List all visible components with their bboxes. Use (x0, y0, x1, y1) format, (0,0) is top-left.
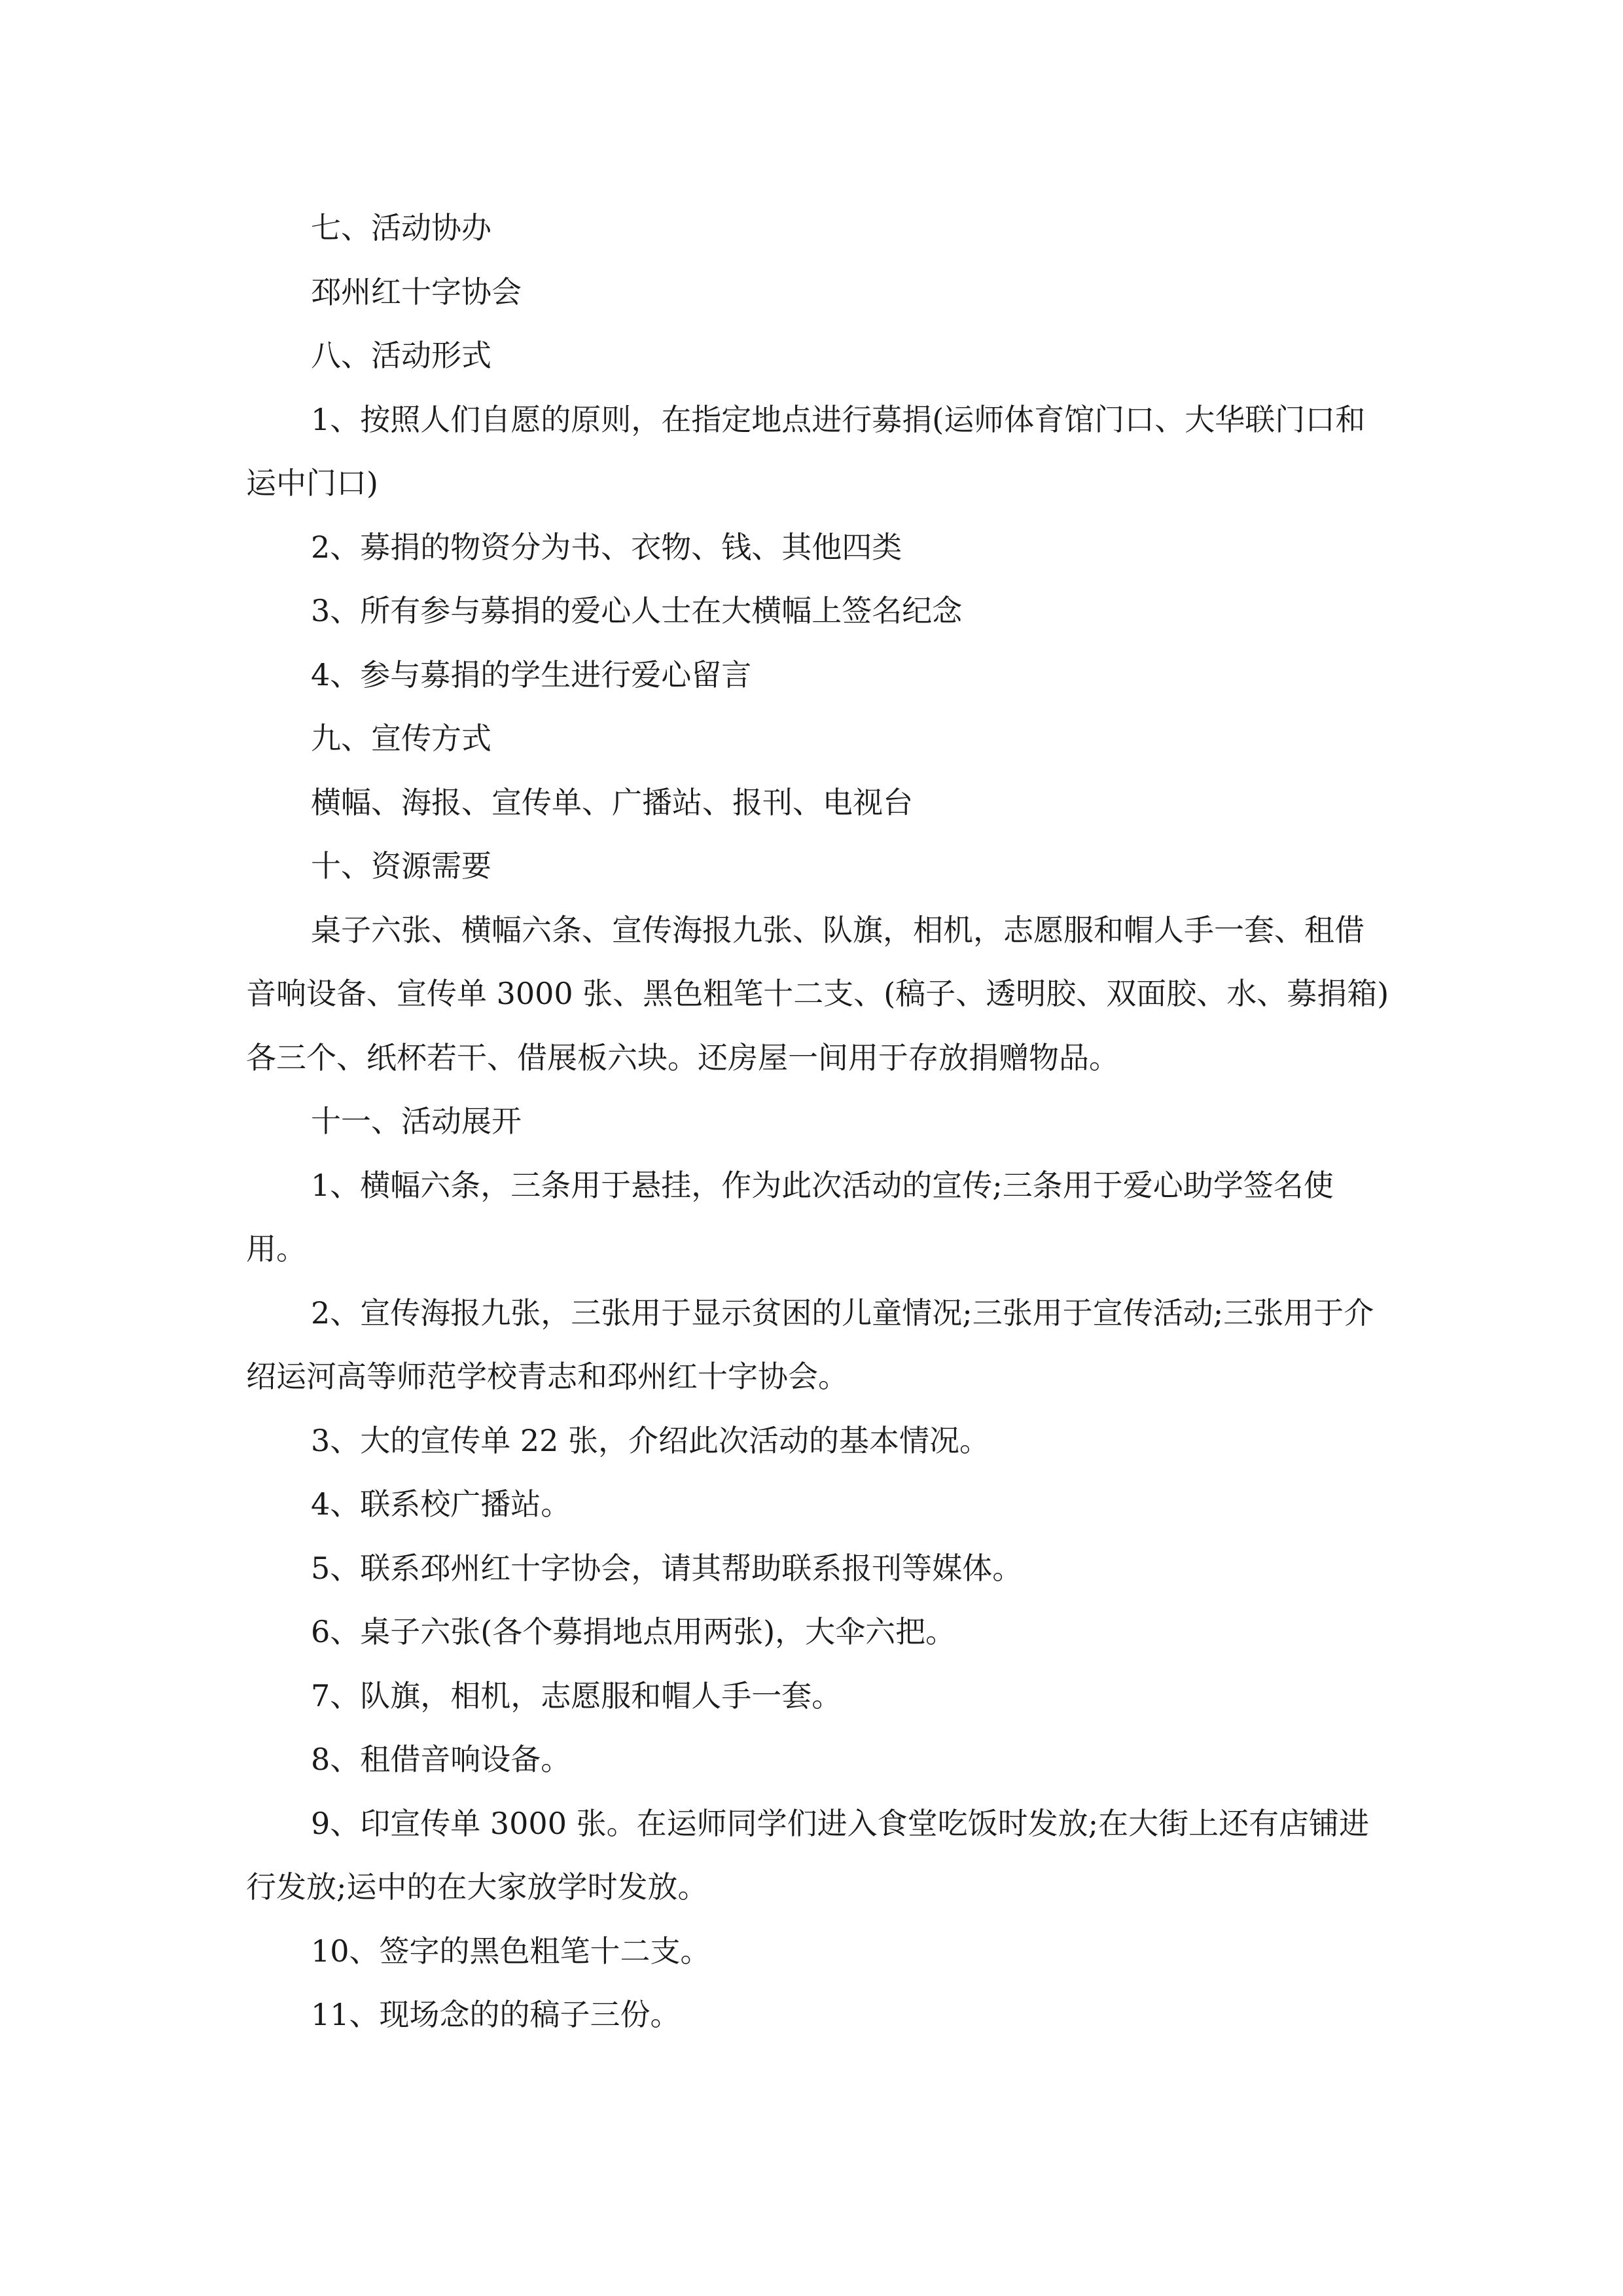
section-heading-10: 十、资源需要 (311, 848, 491, 884)
list-item: 11、现场念的的稿子三份。 (311, 1997, 681, 2032)
list-item: 3、大的宣传单 22 张，介绍此次活动的基本情况。 (311, 1422, 990, 1458)
list-item: 5、联系邳州红十字协会，请其帮助联系报刊等媒体。 (311, 1550, 1023, 1586)
section-heading-9: 九、宣传方式 (311, 721, 491, 756)
list-item: 1、按照人们自愿的原则，在指定地点进行募捐(运师体育馆门口、大华联门口和运中门口) (246, 401, 1366, 501)
list-item: 2、宣传海报九张，三张用于显示贫困的儿童情况;三张用于宣传活动;三张用于介绍运河高等师范学校青志和邳州红十字协会。 (246, 1295, 1374, 1394)
paragraph: 横幅、海报、宣传单、广播站、报刊、电视台 (311, 784, 913, 820)
section-heading-7: 七、活动协办 (311, 210, 491, 245)
section-heading-11: 十一、活动展开 (311, 1103, 522, 1139)
paragraph: 邳州红十字协会 (311, 274, 522, 310)
document-body (246, 196, 1391, 2047)
list-item: 3、所有参与募捐的爱心人士在大横幅上签名纪念 (311, 593, 963, 628)
list-item: 2、募捐的物资分为书、衣物、钱、其他四类 (311, 529, 902, 565)
list-item: 8、租借音响设备。 (311, 1742, 571, 1777)
list-item: 10、签字的黑色粗笔十二支。 (311, 1933, 711, 1969)
list-item: 1、横幅六条，三条用于悬挂，作为此次活动的宣传;三条用于爱心助学签名使用。 (246, 1167, 1334, 1266)
section-heading-8: 八、活动形式 (311, 338, 491, 373)
list-item: 6、桌子六张(各个募捐地点用两张)，大伞六把。 (311, 1614, 956, 1649)
paragraph: 桌子六张、横幅六条、宣传海报九张、队旗，相机，志愿服和帽人手一套、租借音响设备、宣传单 3000 张、黑色粗笔十二支、(稿子、透明胶、双面胶、水、募捐箱)各三个、纸杯若干、借展板六块。还房屋一间用于存放捐赠物品。 (246, 912, 1389, 1075)
list-item: 4、联系校广播站。 (311, 1486, 571, 1522)
list-item: 7、队旗，相机，志愿服和帽人手一套。 (311, 1677, 842, 1713)
list-item: 4、参与募捐的学生进行爱心留言 (311, 656, 752, 692)
list-item: 9、印宣传单 3000 张。在运师同学们进入食堂吃饭时发放;在大街上还有店铺进行发放;运中的在大家放学时发放。 (246, 1805, 1370, 1905)
